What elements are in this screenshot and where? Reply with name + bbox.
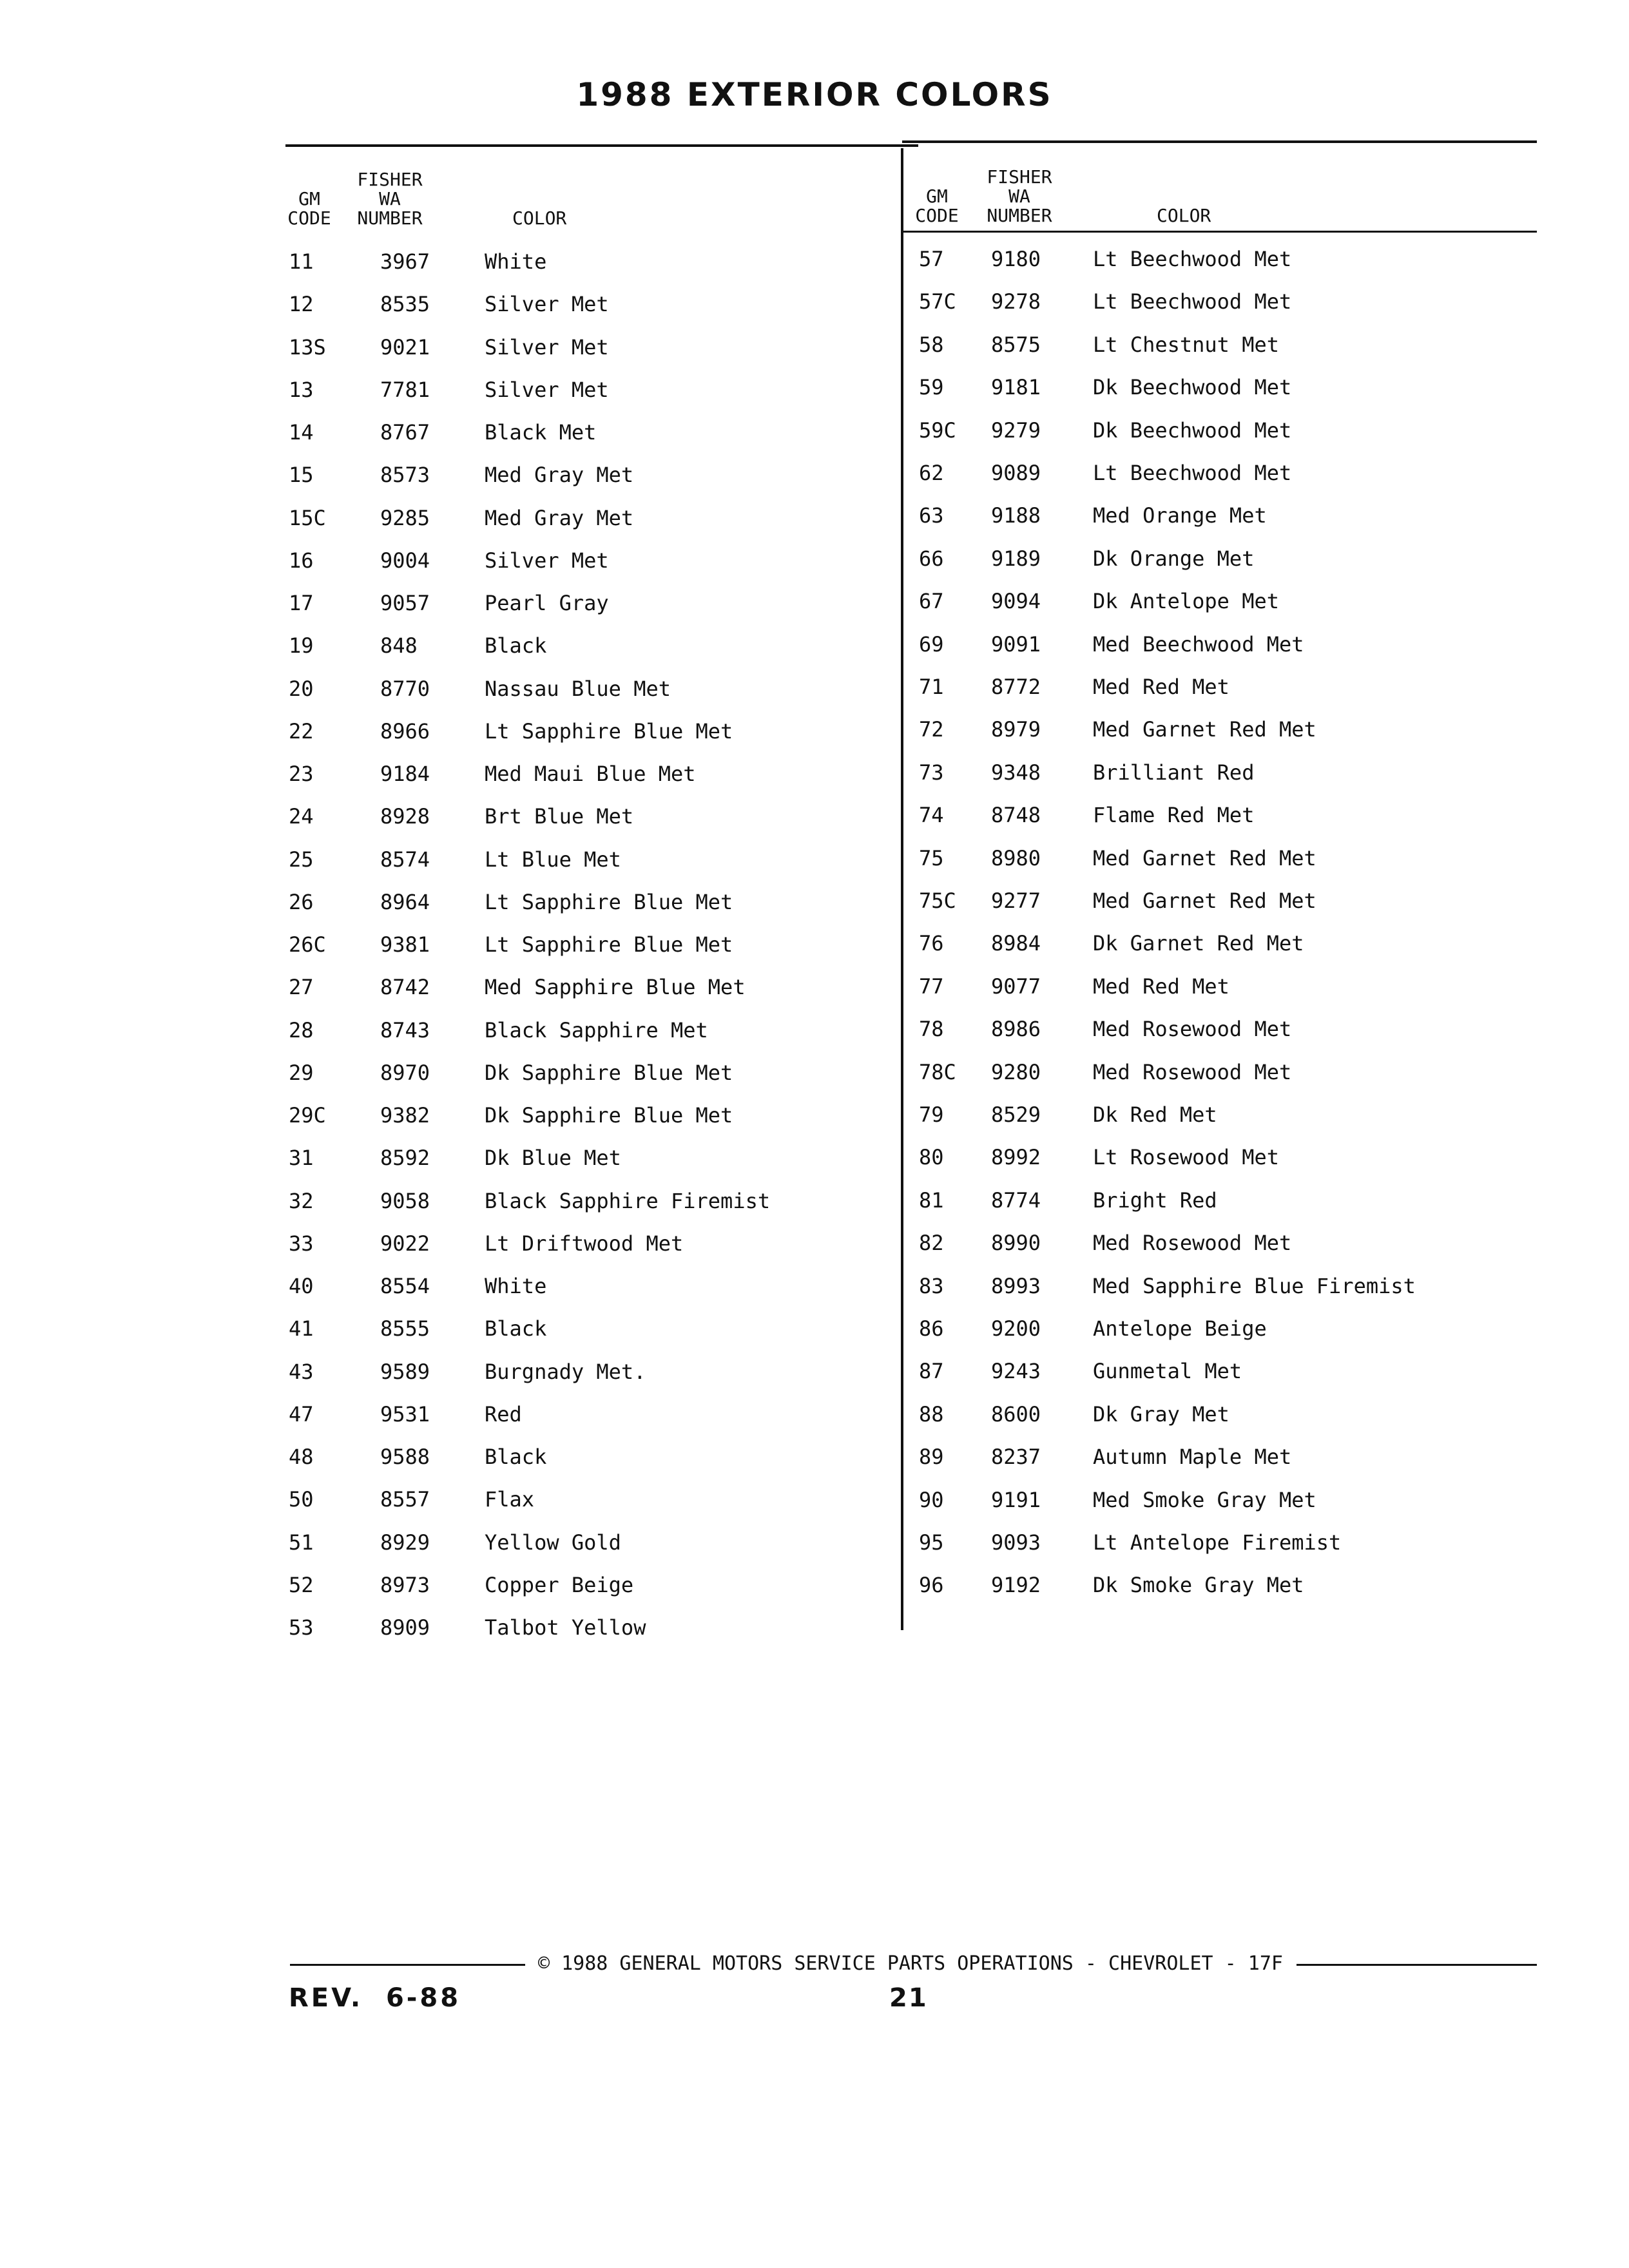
color-name-cell: Med Gray Met	[485, 505, 634, 530]
fisher-wa-cell: 8237	[991, 1445, 1041, 1470]
fisher-wa-cell: 9184	[380, 762, 430, 786]
table-row	[0, 460, 1629, 486]
gm-code-cell: 13S	[289, 334, 326, 360]
gm-code-cell: 52	[289, 1572, 314, 1597]
color-name-cell: Dk Orange Met	[1093, 546, 1255, 571]
color-name-cell: Med Rosewood Met	[1093, 1017, 1292, 1042]
fisher-wa-cell: 8592	[380, 1146, 430, 1171]
left-header-code: CODE	[287, 207, 331, 229]
table-row	[0, 588, 1629, 614]
gm-code-cell: 19	[289, 633, 314, 658]
color-name-cell: Lt Beechwood Met	[1093, 247, 1292, 271]
color-name-cell: Med Garnet Red Met	[1093, 717, 1316, 742]
color-name-cell: Dk Sapphire Blue Met	[485, 1103, 733, 1128]
fisher-wa-cell: 9021	[380, 334, 430, 360]
left-header-number: NUMBER	[357, 207, 423, 229]
fisher-wa-cell: 8772	[991, 675, 1041, 699]
right-header-fisher-wa	[981, 168, 1058, 226]
color-name-cell: Autumn Maple Met	[1093, 1445, 1292, 1470]
table-row	[0, 1401, 1629, 1427]
fisher-wa-cell: 3967	[380, 249, 430, 274]
right-header-gm-code	[911, 187, 963, 226]
fisher-wa-cell: 9057	[380, 591, 430, 615]
page-number: 21	[889, 1983, 928, 2013]
gm-code-cell: 23	[289, 762, 314, 786]
color-name-cell: Red	[485, 1401, 522, 1427]
gm-code-cell: 29C	[289, 1103, 326, 1128]
color-name-cell: Nassau Blue Met	[485, 676, 671, 701]
table-row	[0, 1358, 1629, 1384]
table-row	[0, 1187, 1629, 1213]
table-row	[0, 1230, 1629, 1256]
gm-code-cell: 57	[919, 247, 944, 271]
color-name-cell: Lt Driftwood Met	[485, 1231, 684, 1256]
table-row	[0, 1487, 1629, 1513]
gm-code-cell: 87	[919, 1359, 944, 1384]
fisher-wa-cell: 9191	[991, 1487, 1041, 1512]
gm-code-cell: 62	[919, 461, 944, 485]
color-name-cell: Lt Antelope Firemist	[1093, 1530, 1342, 1555]
fisher-wa-cell: 8529	[991, 1102, 1041, 1127]
gm-code-cell: 73	[919, 760, 944, 785]
fisher-wa-cell: 8993	[991, 1273, 1041, 1298]
fisher-wa-cell: 8535	[380, 292, 430, 317]
top-rule-left	[285, 144, 918, 147]
gm-code-cell: 76	[919, 931, 944, 956]
gm-code-cell: 81	[919, 1187, 944, 1213]
table-row	[0, 1016, 1629, 1042]
gm-code-cell: 83	[919, 1273, 944, 1298]
table-row	[0, 631, 1629, 657]
gm-code-cell: 78C	[919, 1059, 956, 1084]
fisher-wa-cell: 8909	[380, 1615, 430, 1640]
gm-code-cell: 82	[919, 1231, 944, 1256]
gm-code-cell: 72	[919, 717, 944, 742]
fisher-wa-cell: 8573	[380, 463, 430, 488]
fisher-wa-cell: 8986	[991, 1017, 1041, 1042]
color-name-cell: Lt Rosewood Met	[1093, 1145, 1279, 1170]
table-row	[0, 1144, 1629, 1170]
fisher-wa-cell: 8770	[380, 676, 430, 701]
gm-code-cell: 75C	[919, 889, 956, 913]
fisher-wa-cell: 9022	[380, 1231, 430, 1256]
fisher-wa-cell: 9004	[380, 548, 430, 573]
table-row	[0, 930, 1629, 956]
fisher-wa-cell: 8767	[380, 420, 430, 445]
fisher-wa-cell: 8928	[380, 804, 430, 829]
gm-code-cell: 15	[289, 463, 314, 488]
table-row	[0, 332, 1629, 358]
top-rule-right	[902, 140, 1537, 143]
gm-code-cell: 53	[289, 1615, 314, 1640]
color-name-cell: Dk Sapphire Blue Met	[485, 1060, 733, 1085]
gm-code-cell: 58	[919, 332, 944, 357]
color-name-cell: Black	[485, 633, 547, 658]
table-row	[0, 1615, 1629, 1640]
color-name-cell: Med Maui Blue Met	[485, 762, 696, 786]
fisher-wa-cell: 9381	[380, 932, 430, 957]
color-name-cell: Antelope Beige	[1093, 1316, 1267, 1341]
gm-code-cell: 31	[289, 1146, 314, 1171]
fisher-wa-cell: 9280	[991, 1059, 1041, 1084]
right-header-fisher: FISHER	[987, 166, 1052, 187]
fisher-wa-cell: 8964	[380, 889, 430, 914]
fisher-wa-cell: 8929	[380, 1530, 430, 1555]
fisher-wa-cell: 8557	[380, 1487, 430, 1512]
fisher-wa-cell: 9094	[991, 589, 1041, 614]
gm-code-cell: 51	[289, 1530, 314, 1555]
fisher-wa-cell: 9531	[380, 1401, 430, 1427]
table-row	[0, 845, 1629, 871]
color-name-cell: Silver Met	[485, 377, 609, 402]
copyright-line: © 1988 GENERAL MOTORS SERVICE PARTS OPERATIONS - CHEVROLET - 17F	[538, 1952, 1283, 1975]
gm-code-cell: 88	[919, 1401, 944, 1427]
table-row	[0, 289, 1629, 314]
left-header-wa: WA	[379, 188, 401, 209]
gm-code-cell: 26C	[289, 932, 326, 957]
gm-code-cell: 43	[289, 1359, 314, 1384]
table-row	[0, 1273, 1629, 1299]
fisher-wa-cell: 9180	[991, 247, 1041, 271]
color-name-cell: Dk Beechwood Met	[1093, 375, 1292, 400]
color-name-cell: Black Sapphire Firemist	[485, 1188, 771, 1213]
gm-code-cell: 89	[919, 1445, 944, 1470]
gm-code-cell: 26	[289, 889, 314, 914]
left-header-fisher-wa	[351, 170, 429, 228]
gm-code-cell: 74	[919, 803, 944, 828]
gm-code-cell: 20	[289, 676, 314, 701]
fisher-wa-cell: 8966	[380, 718, 430, 744]
fisher-wa-cell: 8554	[380, 1274, 430, 1298]
color-name-cell: Dk Smoke Gray Met	[1093, 1573, 1304, 1598]
color-name-cell: Gunmetal Met	[1093, 1359, 1242, 1384]
color-name-cell: Lt Sapphire Blue Met	[485, 889, 733, 914]
color-name-cell: Burgnady Met.	[485, 1359, 646, 1384]
fisher-wa-cell: 8980	[991, 845, 1041, 870]
gm-code-cell: 77	[919, 974, 944, 999]
color-name-cell: Med Sapphire Blue Firemist	[1093, 1273, 1416, 1298]
gm-code-cell: 59C	[919, 418, 956, 443]
gm-code-cell: 95	[919, 1530, 944, 1555]
right-header-wa: WA	[1008, 186, 1030, 207]
table-row	[0, 418, 1629, 443]
fisher-wa-cell: 9181	[991, 375, 1041, 400]
color-name-cell: Black	[485, 1316, 547, 1341]
fisher-wa-cell: 8748	[991, 803, 1041, 828]
gm-code-cell: 24	[289, 804, 314, 829]
fisher-wa-cell: 848	[380, 633, 418, 658]
color-name-cell: Med Smoke Gray Met	[1093, 1487, 1316, 1512]
gm-code-cell: 50	[289, 1487, 314, 1512]
table-row	[0, 1059, 1629, 1085]
gm-code-cell: 78	[919, 1017, 944, 1042]
gm-code-cell: 12	[289, 292, 314, 317]
right-header-code: CODE	[915, 205, 959, 226]
fisher-wa-cell: 9589	[380, 1359, 430, 1384]
color-name-cell: Yellow Gold	[485, 1530, 621, 1555]
color-name-cell: Med Garnet Red Met	[1093, 845, 1316, 870]
fisher-wa-cell: 9089	[991, 461, 1041, 485]
color-name-cell: Lt Beechwood Met	[1093, 289, 1292, 314]
fisher-wa-cell: 8575	[991, 332, 1041, 357]
fisher-wa-cell: 9588	[380, 1445, 430, 1469]
fisher-wa-cell: 9077	[991, 974, 1041, 999]
right-header-gm: GM	[926, 186, 948, 207]
table-row	[0, 716, 1629, 742]
gm-code-cell: 32	[289, 1188, 314, 1213]
color-name-cell: Med Rosewood Met	[1093, 1231, 1292, 1256]
color-name-cell: Silver Met	[485, 292, 609, 317]
table-row	[0, 546, 1629, 572]
footer-rule-right	[1296, 1964, 1537, 1966]
color-name-cell: Black Met	[485, 420, 597, 445]
color-name-cell: Talbot Yellow	[485, 1615, 646, 1640]
left-header-gm: GM	[298, 188, 320, 209]
table-row	[0, 1530, 1629, 1555]
gm-code-cell: 96	[919, 1573, 944, 1598]
gm-code-cell: 33	[289, 1231, 314, 1256]
gm-code-cell: 67	[919, 589, 944, 614]
gm-code-cell: 71	[919, 675, 944, 699]
color-name-cell: Lt Beechwood Met	[1093, 461, 1292, 485]
color-name-cell: Med Beechwood Met	[1093, 631, 1304, 657]
color-name-cell: Med Red Met	[1093, 675, 1229, 699]
gm-code-cell: 29	[289, 1060, 314, 1085]
fisher-wa-cell: 9091	[991, 631, 1041, 657]
gm-code-cell: 13	[289, 377, 314, 402]
table-row	[0, 374, 1629, 400]
gm-code-cell: 27	[289, 975, 314, 1000]
page-title: 1988 EXTERIOR COLORS	[576, 76, 1053, 113]
table-row	[0, 974, 1629, 999]
gm-code-cell: 17	[289, 591, 314, 615]
fisher-wa-cell: 9279	[991, 418, 1041, 443]
color-name-cell: Dk Red Met	[1093, 1102, 1217, 1127]
gm-code-cell: 48	[289, 1445, 314, 1469]
left-header-fisher: FISHER	[357, 169, 423, 190]
gm-code-cell: 86	[919, 1316, 944, 1341]
gm-code-cell: 59	[919, 375, 944, 400]
color-name-cell: Black	[485, 1445, 547, 1469]
table-row	[0, 246, 1629, 272]
color-name-cell: Dk Blue Met	[485, 1146, 621, 1171]
gm-code-cell: 16	[289, 548, 314, 573]
fisher-wa-cell: 8990	[991, 1231, 1041, 1256]
table-row	[0, 802, 1629, 828]
color-name-cell: Dk Beechwood Met	[1093, 418, 1292, 443]
table-row	[0, 1316, 1629, 1341]
gm-code-cell: 75	[919, 845, 944, 870]
fisher-wa-cell: 9189	[991, 546, 1041, 571]
gm-code-cell: 57C	[919, 289, 956, 314]
table-row	[0, 1572, 1629, 1598]
color-name-cell: White	[485, 249, 547, 274]
color-name-cell: Flax	[485, 1487, 535, 1512]
color-name-cell: Med Red Met	[1093, 974, 1229, 999]
color-name-cell: White	[485, 1274, 547, 1298]
table-row	[0, 760, 1629, 785]
fisher-wa-cell: 8574	[380, 847, 430, 872]
table-row	[0, 1102, 1629, 1128]
gm-code-cell: 15C	[289, 505, 326, 530]
fisher-wa-cell: 8743	[380, 1017, 430, 1043]
table-row	[0, 888, 1629, 914]
color-name-cell: Dk Garnet Red Met	[1093, 931, 1304, 956]
color-name-cell: Med Rosewood Met	[1093, 1059, 1292, 1084]
table-row	[0, 674, 1629, 700]
fisher-wa-cell: 9188	[991, 503, 1041, 528]
color-name-cell: Dk Gray Met	[1093, 1401, 1229, 1427]
fisher-wa-cell: 7781	[380, 377, 430, 402]
gm-code-cell: 90	[919, 1487, 944, 1512]
color-name-cell: Lt Sapphire Blue Met	[485, 932, 733, 957]
gm-code-cell: 41	[289, 1316, 314, 1341]
footer-rule-left	[290, 1964, 525, 1966]
color-name-cell: Lt Sapphire Blue Met	[485, 718, 733, 744]
fisher-wa-cell: 8992	[991, 1145, 1041, 1170]
fisher-wa-cell: 9200	[991, 1316, 1041, 1341]
fisher-wa-cell: 9277	[991, 889, 1041, 913]
fisher-wa-cell: 8984	[991, 931, 1041, 956]
table-row	[0, 503, 1629, 528]
color-name-cell: Med Garnet Red Met	[1093, 889, 1316, 913]
gm-code-cell: 63	[919, 503, 944, 528]
left-header-color: COLOR	[512, 207, 567, 229]
color-name-cell: Pearl Gray	[485, 591, 609, 615]
gm-code-cell: 28	[289, 1017, 314, 1043]
color-name-cell: Black Sapphire Met	[485, 1017, 708, 1043]
color-name-cell: Med Gray Met	[485, 463, 634, 488]
color-name-cell: Brilliant Red	[1093, 760, 1255, 785]
fisher-wa-cell: 9243	[991, 1359, 1041, 1384]
left-header-gm-code	[284, 189, 335, 228]
gm-code-cell: 47	[289, 1401, 314, 1427]
gm-code-cell: 25	[289, 847, 314, 872]
fisher-wa-cell: 8973	[380, 1572, 430, 1597]
color-name-cell: Flame Red Met	[1093, 803, 1255, 828]
fisher-wa-cell: 8600	[991, 1401, 1041, 1427]
gm-code-cell: 69	[919, 631, 944, 657]
gm-code-cell: 40	[289, 1274, 314, 1298]
fisher-wa-cell: 8555	[380, 1316, 430, 1341]
table-row	[0, 1444, 1629, 1470]
color-name-cell: Med Orange Met	[1093, 503, 1267, 528]
fisher-wa-cell: 8774	[991, 1187, 1041, 1213]
fisher-wa-cell: 9058	[380, 1188, 430, 1213]
fisher-wa-cell: 8979	[991, 717, 1041, 742]
fisher-wa-cell: 9382	[380, 1103, 430, 1128]
color-name-cell: Silver Met	[485, 548, 609, 573]
gm-code-cell: 14	[289, 420, 314, 445]
header-underline-right	[903, 231, 1537, 233]
fisher-wa-cell: 9285	[380, 505, 430, 530]
color-name-cell: Lt Blue Met	[485, 847, 621, 872]
fisher-wa-cell: 8970	[380, 1060, 430, 1085]
color-name-cell: Bright Red	[1093, 1187, 1217, 1213]
color-name-cell: Dk Antelope Met	[1093, 589, 1279, 614]
fisher-wa-cell: 9093	[991, 1530, 1041, 1555]
fisher-wa-cell: 9192	[991, 1573, 1041, 1598]
fisher-wa-cell: 9278	[991, 289, 1041, 314]
color-name-cell: Brt Blue Met	[485, 804, 634, 829]
fisher-wa-cell: 9348	[991, 760, 1041, 785]
right-header-color: COLOR	[1157, 205, 1211, 226]
color-name-cell: Silver Met	[485, 334, 609, 360]
gm-code-cell: 11	[289, 249, 314, 274]
gm-code-cell: 66	[919, 546, 944, 571]
gm-code-cell: 79	[919, 1102, 944, 1127]
color-name-cell: Lt Chestnut Met	[1093, 332, 1279, 357]
revision-label: REV. 6-88	[289, 1983, 461, 2013]
color-name-cell: Copper Beige	[485, 1572, 634, 1597]
fisher-wa-cell: 8742	[380, 975, 430, 1000]
gm-code-cell: 22	[289, 718, 314, 744]
color-name-cell: Med Sapphire Blue Met	[485, 975, 746, 1000]
right-header-number: NUMBER	[987, 205, 1052, 226]
gm-code-cell: 80	[919, 1145, 944, 1170]
